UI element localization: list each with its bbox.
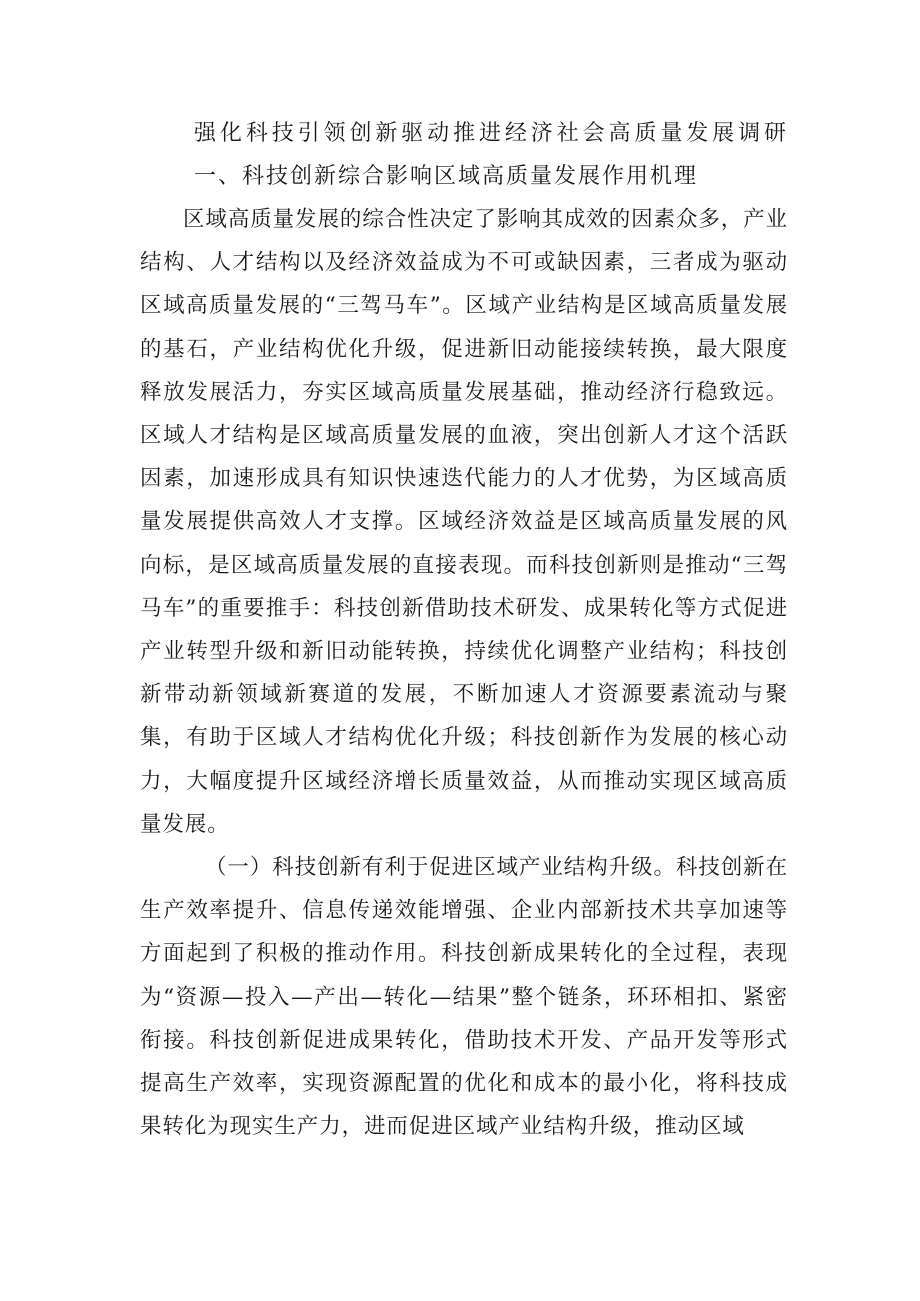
document-title: 强化科技引领创新驱动推进经济社会高质量发展调研一、科技创新综合影响区域高质量发展作用机理 [194, 121, 788, 189]
paragraph-mechanism-overview: 区域高质量发展的综合性决定了影响其成效的因素众多，产业结构、人才结构以及经济效益成为不可或缺因素，三者成为驱动区域高质量发展的“三驾马车”。区域产业结构是区域高质量发展的基石，产业结构优化升级，促进新旧动能接续转换，最大限度释放发展活力，夯实区域高质量发展基础，推动经济行稳致远。区域人才结构是区域高质量发展的血液，突出创新人才这个活跃因素，加速形成具有知识快速迭代能力的人才优势，为区域高质量发展提供高效人才支撑。区域经济效益是区域高质量发展的风向标，是区域高质量发展的直接表现。而科技创新则是推动“三驾马车”的重要推手：科技创新借助技术研发、成果转化等方式促进产业转型升级和新旧动能转换，持续优化调整产业结构；科技创新带动新领域新赛道的发展，不断加速人才资源要素流动与聚集，有助于区域人才结构优化升级；科技创新作为发展的核心动力，大幅度提升区域经济增长质量效益，从而推动实现区域高质量发展。 [140, 207, 788, 837]
document-body [140, 112, 788, 1148]
paragraph-industrial-structure: （一）科技创新有利于促进区域产业结构升级。科技创新在生产效率提升、信息传递效能增强、企业内部新技术共享加速等方面起到了积极的推动作用。科技创新成果转化的全过程，表现为“资源—投入—产出—转化—结果”整个链条，环环相扣、紧密衔接。科技创新促进成果转化，借助技术开发、产品开发等形式提高生产效率，实现资源配置的优化和成本的最小化，将科技成果转化为现实生产力，进而促进区域产业结构升级，推动区域 [140, 855, 788, 1140]
